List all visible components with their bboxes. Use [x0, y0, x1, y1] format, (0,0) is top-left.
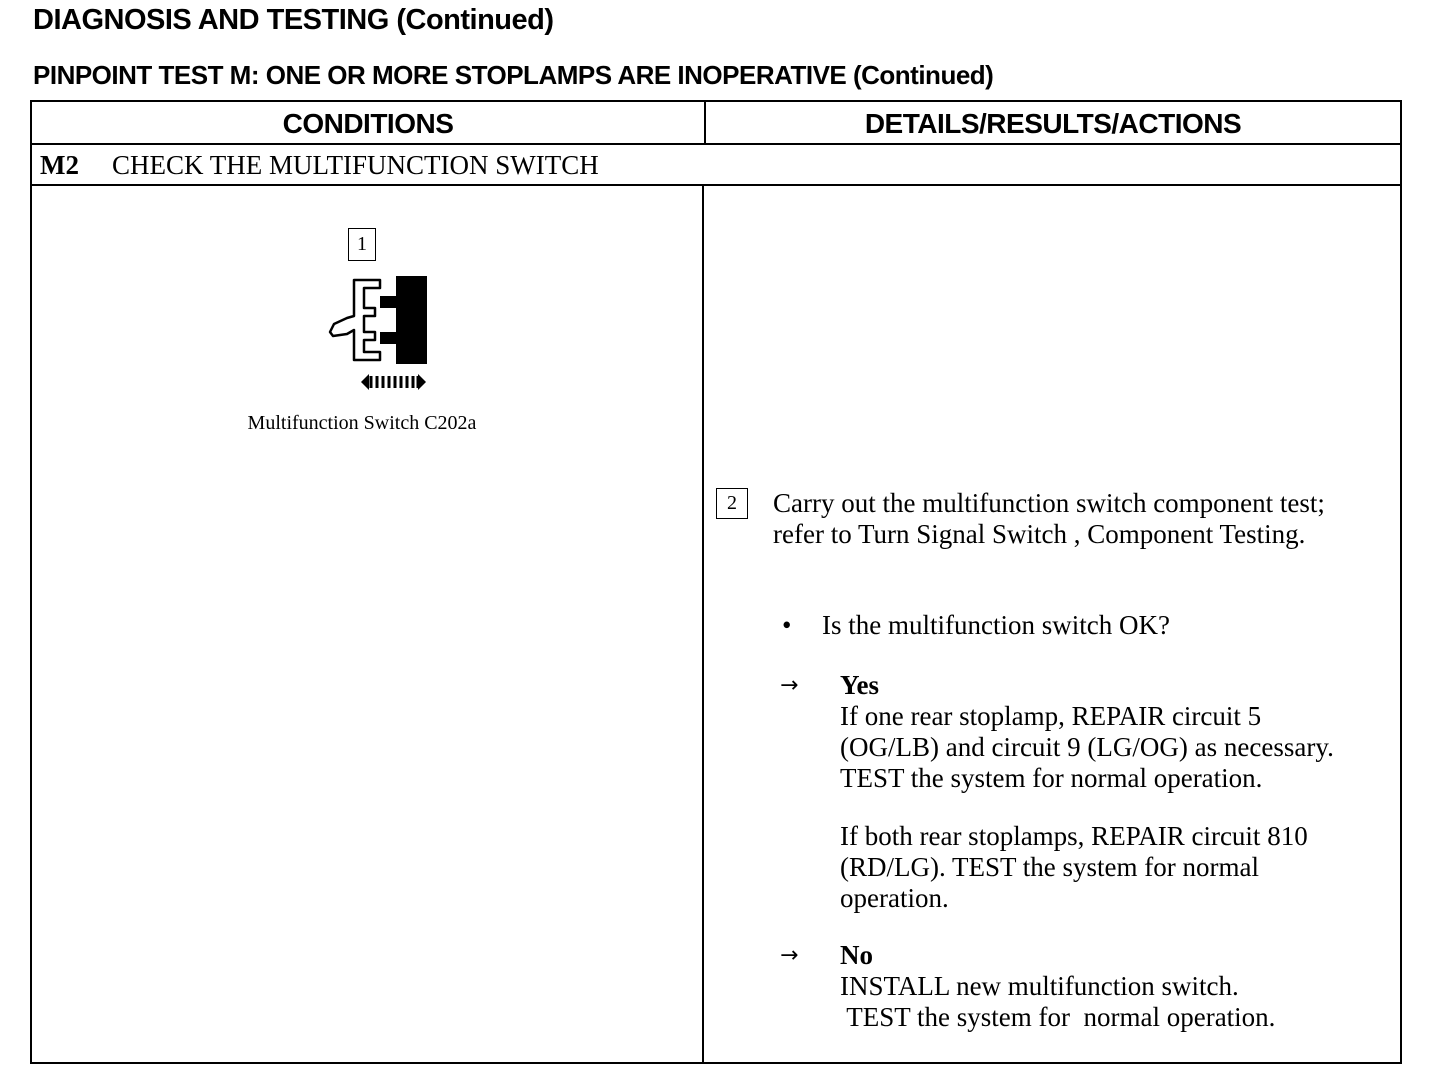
step-heading [40, 150, 599, 181]
no-line: INSTALL new multifunction switch. [840, 971, 1239, 1001]
instruction-line: refer to Turn Signal Switch , Component Testing. [773, 519, 1306, 549]
yes-line: operation. [840, 883, 949, 913]
yes-line: (OG/LB) and circuit 9 (LG/OG) as necessary. [840, 732, 1334, 762]
no-line: TEST the system for normal operation. [840, 1002, 1276, 1032]
step-title: CHECK THE MULTIFUNCTION SWITCH [112, 150, 599, 180]
body-column-divider [702, 186, 704, 1062]
yes-label: Yes [840, 670, 879, 700]
yes-line: If both rear stoplamps, REPAIR circuit 810 [840, 821, 1308, 851]
column-header-details: DETAILS/RESULTS/ACTIONS [864, 108, 1242, 139]
callout-2: 2 [716, 488, 748, 519]
page-title: DIAGNOSIS AND TESTING (Continued) [33, 4, 554, 36]
pinpoint-test-table [30, 100, 1402, 1064]
arrow-right-icon: → [780, 943, 799, 968]
test-instruction [773, 488, 1325, 550]
figure-caption: Multifunction Switch C202a [247, 412, 477, 434]
callout-1: 1 [348, 228, 376, 261]
step-divider [32, 184, 1400, 186]
pinpoint-test-title: PINPOINT TEST M: ONE OR MORE STOPLAMPS ARE INOPERATIVE (Continued) [33, 60, 994, 90]
column-header-conditions: CONDITIONS [282, 108, 454, 139]
yes-line: If one rear stoplamp, REPAIR circuit 5 [840, 701, 1262, 731]
yes-line: (RD/LG). TEST the system for normal [840, 852, 1259, 882]
bullet-icon: • [782, 610, 792, 640]
yes-action-one-stoplamp [840, 701, 1334, 794]
arrow-right-icon: → [780, 673, 799, 698]
yes-line: TEST the system for normal operation. [840, 763, 1263, 793]
no-action [840, 971, 1275, 1033]
instruction-line: Carry out the multifunction switch component test; [773, 488, 1325, 518]
no-label: No [840, 940, 873, 970]
connector-disconnect-icon [297, 270, 427, 400]
step-id: M2 [40, 150, 79, 180]
question-text: Is the multifunction switch OK? [822, 610, 1170, 640]
yes-action-both-stoplamps [840, 821, 1308, 914]
